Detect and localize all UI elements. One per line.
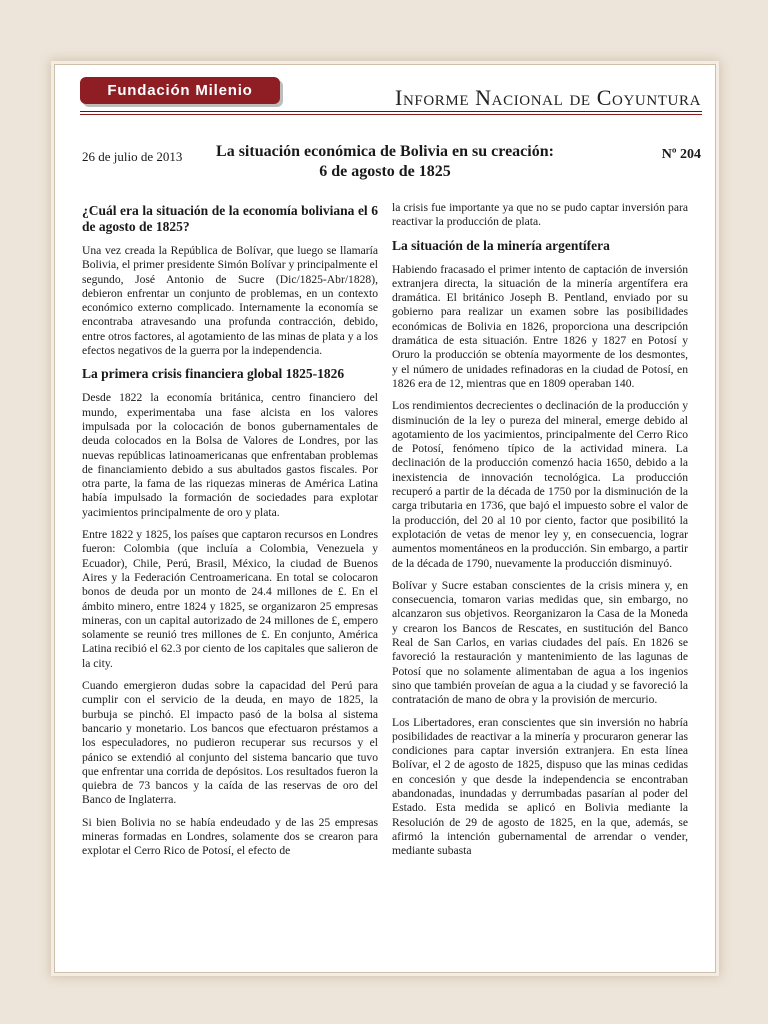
right-column [392, 201, 688, 866]
headline [205, 142, 565, 182]
paragraph: Una vez creada la República de Bolívar, que luego se llamaría Bolivia, el primer presidente Simón Bolívar y principalmente el segundo, José Antonio de Sucre (Dic/1825-Abr/1828), debieron enfrentar un conjunto de problemas, en un contexto económico externo complicado. Internamente la economía se encontraba atravesando una profunda contracción, debido, entre otros factores, al agotamiento de las minas de plata y a los efectos negativos de la guerra por la independencia. [82, 244, 378, 358]
paragraph: Los rendimientos decrecientes o declinación de la producción y disminución de la ley o pureza del mineral, emerge debido al agotamiento de los yacimientos, principalmente del Cerro Rico de Potosí, fenómeno típico de la actividad minera. La declinación de la producción comenzó hacia 1650, debido a la inexistencia de innovación tecnológica. La producción recuperó a partir de la década de 1750 por la disminución de la carga tributaria en 1736, que bajó el impuesto sobre el valor de la producción, del 20 al 10 por ciento, factor que posibilitó la explotación de vetas de menor ley y, en consecuencia, lograr aumentos momentáneos en la producción. Sin embargo, a partir de la década de 1790, nuevamente la producción disminuyó. [392, 399, 688, 570]
headline-line-2: 6 de agosto de 1825 [319, 163, 451, 180]
paragraph: Habiendo fracasado el primer intento de captación de inversión extranjera directa, la situación de la minería argentífera era dramática. El británico Joseph B. Pentland, enviado por su gobierno para realizar un examen sobre las posibilidades económicas de Bolivia en 1826, proporciona una descripción dramática de esta situación. Entre 1826 y 1827 en Potosí y Oruro la producción se obtenía mayormente de los desmontes, y el número de unidades refinadoras en la ciudad de Potosí, en 1826 era de 12, mientras que en 1809 operaban 140. [392, 262, 688, 390]
paragraph: Bolívar y Sucre estaban conscientes de la crisis minera y, en consecuencia, tomaron varias medidas que, sin embargo, no alcanzaron sus objetivos. Reorganizaron la Casa de la Moneda y crearon los Bancos de Rescates, en sustitución del Banco Real de San Carlos, en varias ciudades del país. En 1826 se favoreció la restauración y mantenimiento de las lagunas de Potosí que no solamente alimentaban de agua a los ingenios sino que también proveían de agua a la ciudad y se favoreció la contratación de mano de obra y la provisión de mercurio. [392, 578, 688, 707]
document-page [54, 64, 716, 973]
section-heading-crisis: La primera crisis financiera global 1825-1826 [82, 366, 345, 382]
paragraph: Desde 1822 la economía británica, centro financiero del mundo, experimentaba una fase alcista en los valores impulsada por la colocación de bonos gubernamentales de deuda colocados en la Bolsa de Valores de Londres, por las nuevas repúblicas latinoamericanas que enfrentaban problemas de financiamiento debido a sus abultados gastos fiscales. Por otra parte, la fama de las riquezas mineras de América Latina había impulsado la formación de sociedades para explotar yacimientos principalmente de oro y plata. [82, 391, 378, 519]
paragraph: Cuando emergieron dudas sobre la capacidad del Perú para cumplir con el servicio de la deuda, en mayo de 1825, la burbuja se pinchó. El impacto pasó de la bolsa al sistema bancario y monetario. Los bancos que efectuaron préstamos a los especuladores, no pudieron recuperar sus recursos y el pánico se extendió al conjunto del sistema bancario que tuvo que enfrentar una corrida de depósitos. Los resultados fueron la quiebra de 73 bancos y la caída de las reservas de oro del Banco de Inglaterra. [82, 679, 378, 807]
paragraph: Los Libertadores, eran conscientes que sin inversión no habría posibilidades de reactivar a la minería y procuraron generar las condiciones para captar inversión extranjera. En esta línea Bolívar, el 2 de agosto de 1825, dispuso que las minas cedidas en concesión y que desde la independencia se encontraban abandonadas, inundadas y derrumbadas pasarían al poder del Estado. Esta medida se aplicó en Bolivia mediante la Resolución de 29 de agosto de 1825, en la que, además, se afirmó la intención gubernamental de arrendar o vender, mediante subasta [392, 715, 688, 858]
left-column [82, 201, 378, 867]
issue-date: 26 de julio de 2013 [82, 149, 183, 164]
report-title: Informe Nacional de Coyuntura [395, 85, 701, 110]
headline-line-1: La situación económica de Bolivia en su creación: [216, 143, 554, 160]
fundacion-milenio-logo: Fundación Milenio [80, 77, 280, 104]
header-rule [80, 111, 702, 112]
section-heading-mineria: La situación de la minería argentífera [392, 237, 610, 253]
paragraph: Si bien Bolivia no se había endeudado y de las 25 empresas mineras formadas en Londres, solamente dos se crearon para explotar el Cerro Rico de Potosí, el efecto de [82, 815, 378, 858]
issue-number: Nº 204 [661, 147, 701, 162]
paragraph: la crisis fue importante ya que no se pudo captar inversión para reactivar la producción de plata. [392, 201, 688, 229]
question-heading: ¿Cuál era la situación de la economía boliviana el 6 de agosto de 1825? [82, 203, 378, 234]
paragraph: Entre 1822 y 1825, los países que captaron recursos en Londres fueron: Colombia (que incluía a Colombia, Venezuela y Ecuador), Chile, Perú, Brasil, México, la ciudad de Buenos Aires y la Federación Centroamericana. En total se colocaron bonos de deuda por un monto de 24.4 millones de £. En el ámbito minero, entre 1824 y 1825, se organizaron 25 empresas mineras, con un capital autorizado de 24 millones de £, empero solamente se reunió tres millones de £. En conjunto, América Latina recibió el 62.3 por ciento de los capitales que salieron de la city. [82, 528, 378, 670]
header-rule-secondary [80, 114, 702, 115]
